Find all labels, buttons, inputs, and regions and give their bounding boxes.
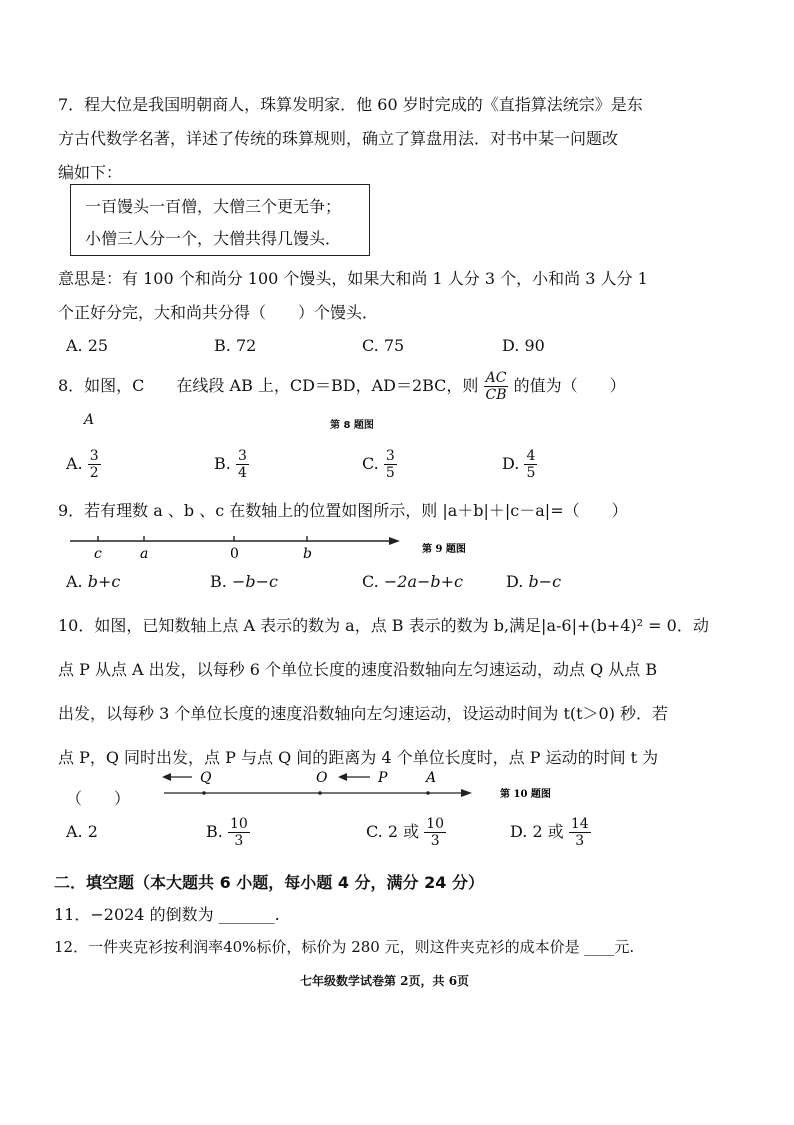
q8-stem-tail: 的值为（ ） xyxy=(513,376,626,395)
q7-line1: 7．程大位是我国明朝商人，珠算发明家．他 60 岁时完成的《直指算法统宗》是东 xyxy=(58,95,643,114)
q7-meaning xyxy=(58,262,698,330)
q7-option-c[interactable]: C. 75 xyxy=(362,336,405,355)
page-footer: 七年级数学试卷第 2页，共 6页 xyxy=(300,974,470,988)
q8-option-c-fraction: $\frac{3}{5}$ xyxy=(385,448,395,481)
q7-poem-line1: 一百馒头一百僧，大僧三个更无争； xyxy=(85,197,342,216)
q8-option-a[interactable]: A. $\frac{3}{2}$ xyxy=(66,448,99,481)
q10-option-c[interactable]: C. 2 或 $\frac{10}{3}$ xyxy=(366,816,445,849)
q12 xyxy=(54,936,634,957)
q11 xyxy=(54,902,280,925)
q10-line1: 10．如图，已知数轴上点 A 表示的数为 a，点 B 表示的数为 b,满足|a-6|+(b+4)² = 0．动 xyxy=(58,616,709,635)
q8-option-d[interactable]: D. $\frac{4}{5}$ xyxy=(502,448,536,481)
q7-poem-line2: 小僧三人分一个，大僧共得几馒头． xyxy=(85,229,342,248)
q9-option-c[interactable]: C. −2a−b+c xyxy=(362,572,463,591)
q7-line2: 方古代数学名著，详述了传统的珠算规则，确立了算盘用法．对书中某一问题改 xyxy=(58,129,619,148)
q10-line4: 点 P，Q 同时出发，点 P 与点 Q 间的距离为 4 个单位长度时，点 P 运动的时间 t 为 xyxy=(58,748,659,767)
q10-label-p-top: P xyxy=(378,770,388,786)
q10-point-o xyxy=(318,791,322,795)
q8-stem xyxy=(58,370,626,403)
q10-option-c-fraction: $\frac{10}{3}$ xyxy=(426,816,445,849)
q11-text: 11．−2024 的倒数为 xyxy=(54,905,214,924)
q11-blank[interactable]: _______. xyxy=(218,905,280,924)
q10-line3: 出发，以每秒 3 个单位长度的速度沿数轴向左匀速运动，设运动时间为 t(t＞0) 秒．若 xyxy=(58,704,669,723)
q7-line3: 编如下： xyxy=(58,163,123,182)
q9-figure-caption: 第 9 题图 xyxy=(422,544,466,555)
q8-option-b[interactable]: B. $\frac{3}{4}$ xyxy=(214,448,247,481)
q10-point-b xyxy=(202,791,206,795)
q9-number-line xyxy=(60,528,480,564)
q10-option-a[interactable]: A. 2 xyxy=(66,822,98,841)
q9-label-b: b xyxy=(303,546,312,562)
q8-ratio-fraction: $\frac{AC}{CB}$ xyxy=(485,370,507,403)
q7-meaning-line2: 个正好分完，大和尚共分得（ ）个馒头． xyxy=(58,303,379,322)
q12-blank[interactable]: ____元. xyxy=(584,938,635,956)
q10-label-o: O xyxy=(316,770,328,786)
section-2-heading: 二．填空题（本大题共 6 小题，每小题 4 分，满分 24 分） xyxy=(54,873,484,892)
q9-label-c: c xyxy=(94,546,102,562)
q10-label-q-top: Q xyxy=(200,770,212,786)
q12-text: 12．一件夹克衫按利润率40%标价，标价为 280 元，则这件夹克衫的成本价是 xyxy=(54,938,580,956)
q8-option-d-fraction: $\frac{4}{5}$ xyxy=(526,448,536,481)
q8-option-b-fraction: $\frac{3}{4}$ xyxy=(237,448,247,481)
q7-option-b[interactable]: B. 72 xyxy=(214,336,257,355)
q10-label-a: A xyxy=(426,770,437,786)
q7-poem-box xyxy=(70,184,370,256)
q10-figure-caption: 第 10 题图 xyxy=(500,789,551,800)
q10-point-a xyxy=(426,791,430,795)
q7-option-a[interactable]: A. 25 xyxy=(66,336,109,355)
q8-option-a-fraction: $\frac{3}{2}$ xyxy=(89,448,99,481)
q8-stem-text: 8．如图，C 在线段 AB 上，CD＝BD，AD＝2BC，则 xyxy=(58,376,479,395)
q9-stem: 9．若有理数 a 、b 、c 在数轴上的位置如图所示，则 |a＋b|＋|c－a|=（ ） xyxy=(58,501,628,520)
q10-stem xyxy=(58,604,738,780)
q9-option-d[interactable]: D. b−c xyxy=(506,572,562,591)
q10-option-b[interactable]: B. $\frac{10}{3}$ xyxy=(206,816,248,849)
q10-axis-arrow xyxy=(461,789,472,797)
q8-figure-caption: 第 8 题图 xyxy=(330,420,374,431)
q10-answer-blank: （ ） xyxy=(66,789,131,808)
q9-label-a: a xyxy=(140,546,149,562)
q10-option-d-fraction: $\frac{14}{3}$ xyxy=(570,816,589,849)
q9-option-a[interactable]: A. b+c xyxy=(66,572,121,591)
q7-meaning-line1: 意思是：有 100 个和尚分 100 个馒头，如果大和尚 1 人分 3 个，小和尚 3 人分 1 xyxy=(58,269,648,288)
q10-option-b-fraction: $\frac{10}{3}$ xyxy=(229,816,248,849)
q10-number-line xyxy=(160,766,580,806)
q8-option-c[interactable]: C. $\frac{3}{5}$ xyxy=(362,448,395,481)
q10-option-d[interactable]: D. 2 或 $\frac{14}{3}$ xyxy=(510,816,589,849)
q7-option-d[interactable]: D. 90 xyxy=(502,336,545,355)
q9-label-zero: 0 xyxy=(230,546,239,562)
q9-axis-arrow xyxy=(389,537,400,545)
q7-stem xyxy=(58,88,698,190)
q8-figure-point-a: A xyxy=(84,412,95,428)
q9-option-b[interactable]: B. −b−c xyxy=(210,572,278,591)
q10-line2: 点 P 从点 A 出发，以每秒 6 个单位长度的速度沿数轴向左匀速运动，动点 Q 从点 B xyxy=(58,660,658,679)
